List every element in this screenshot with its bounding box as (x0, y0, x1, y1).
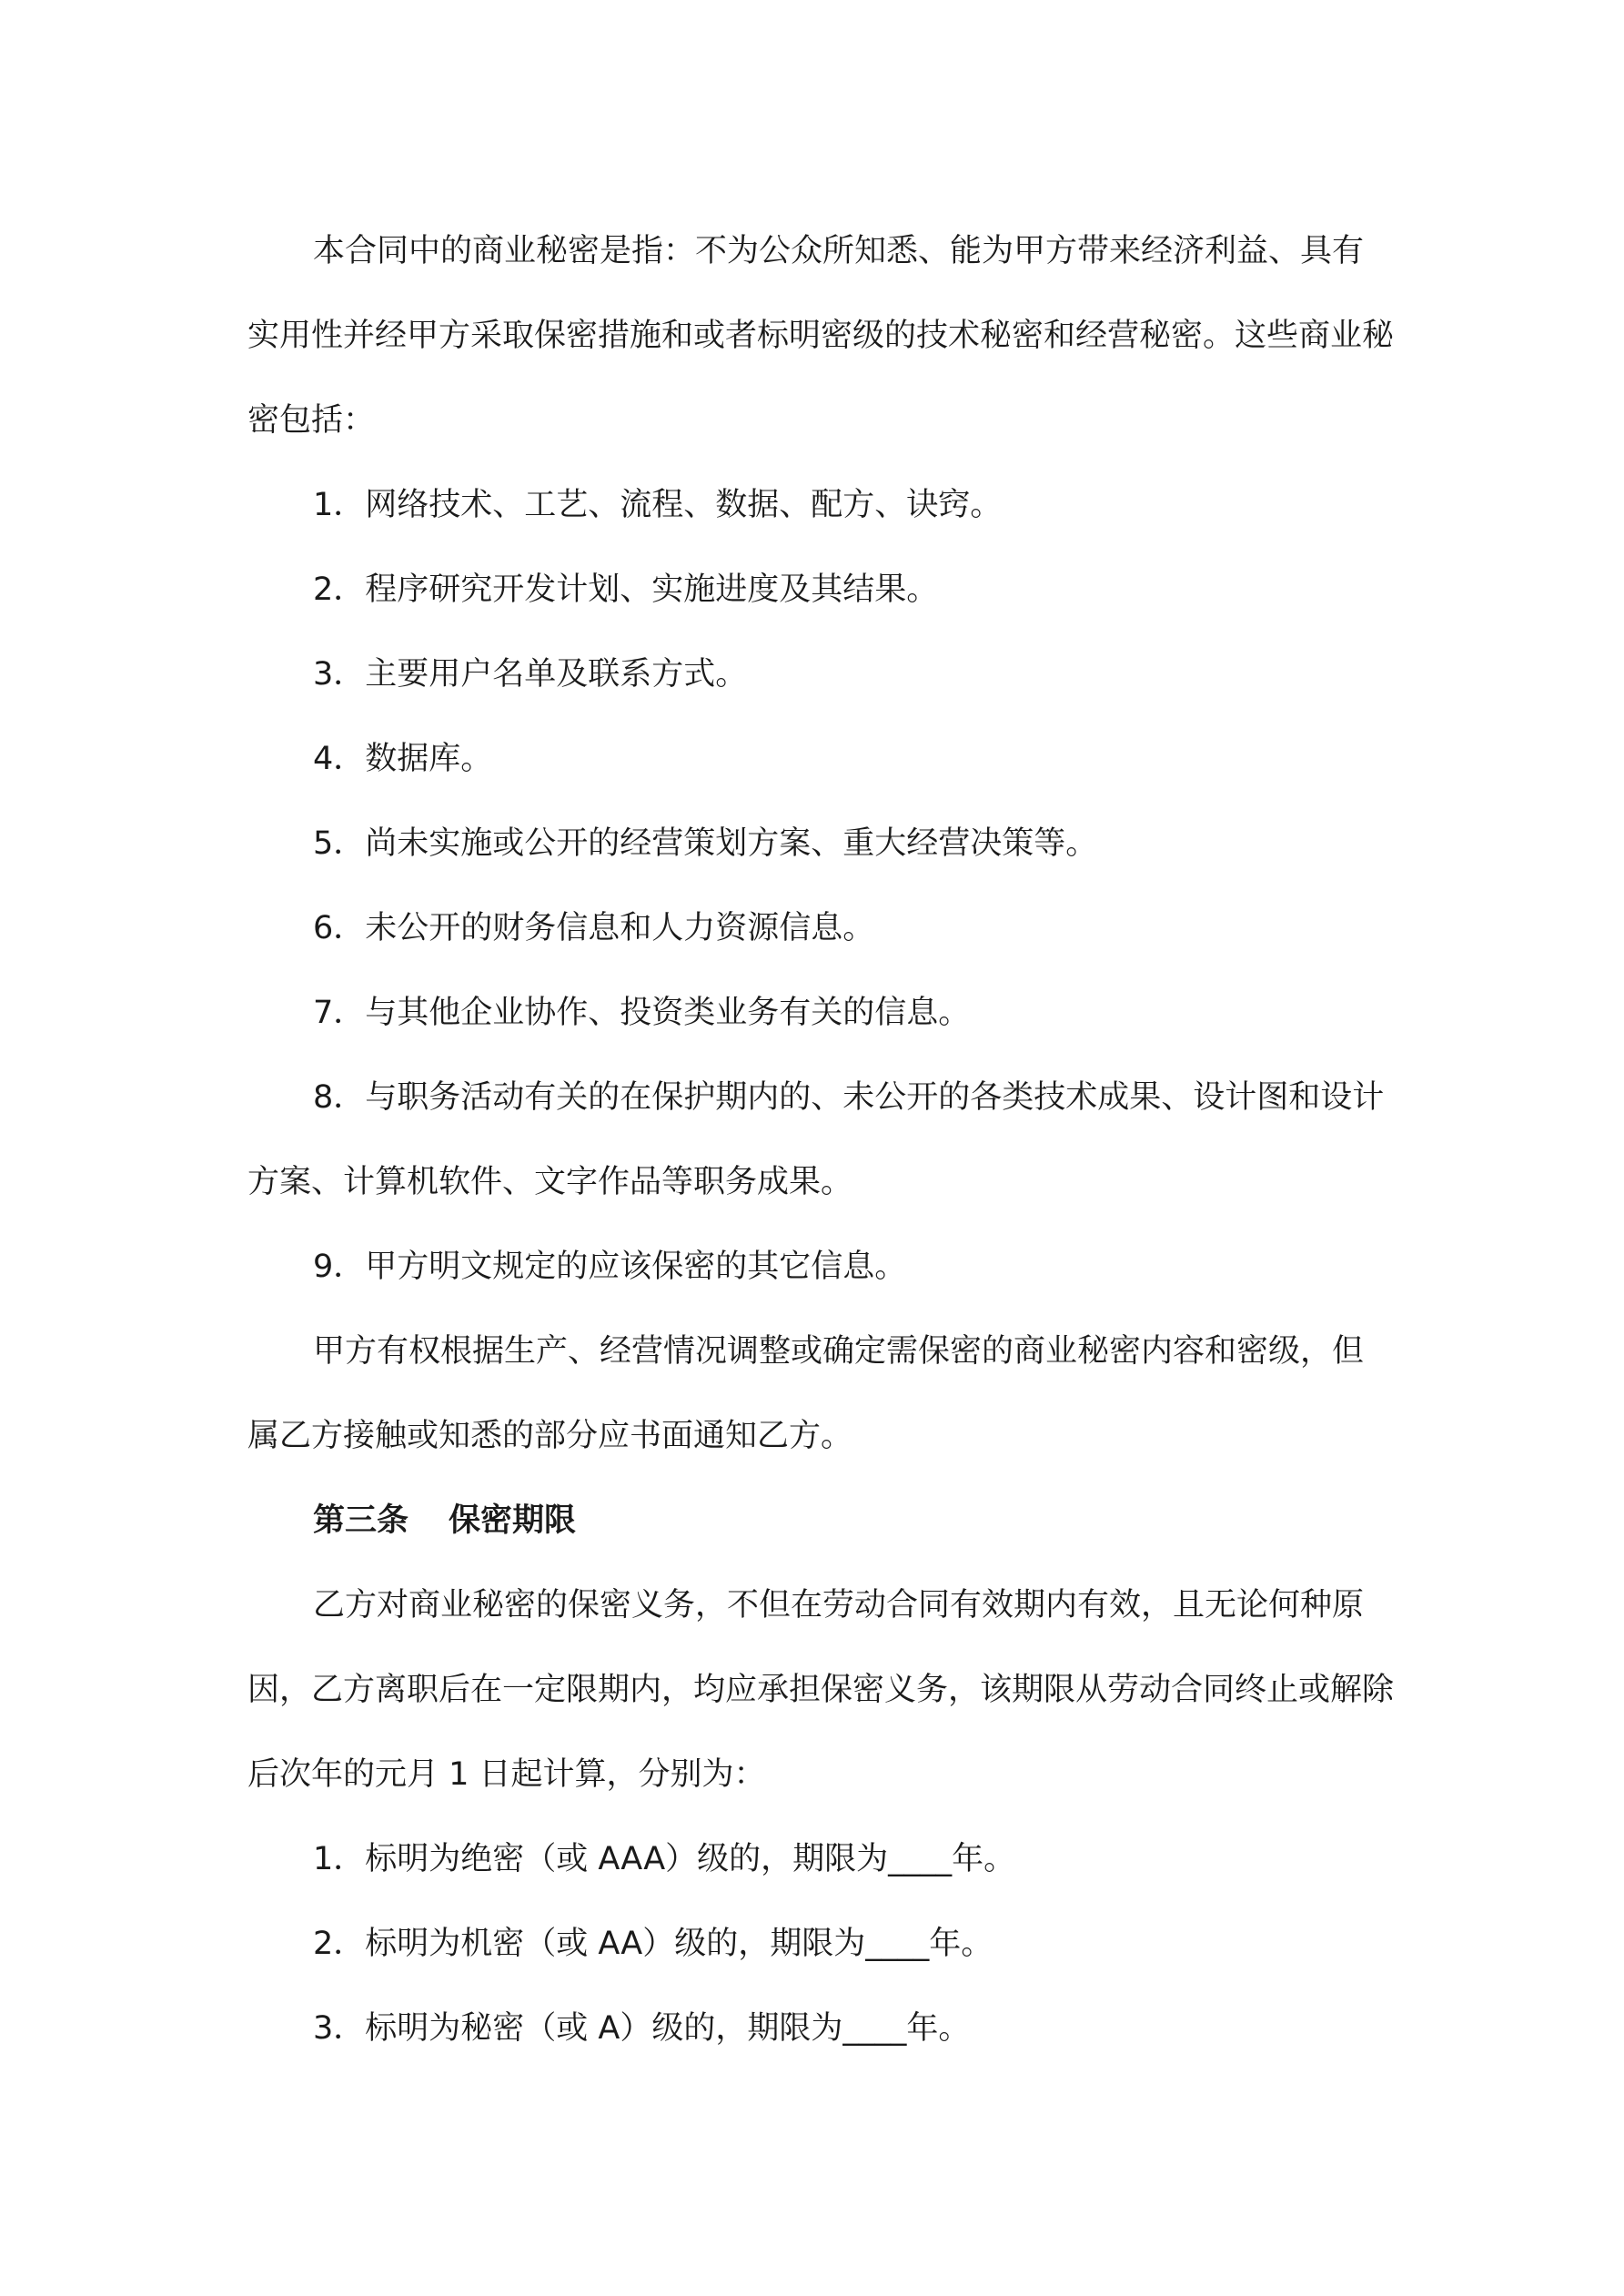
paragraph-adjustment-rights: 甲方有权根据生产、经营情况调整或确定需保密的商业秘密内容和密级，但属乙方接触或知悉的部分应书面通知乙方。 (247, 1333, 1365, 1454)
list-item: 1．标明为绝密（或 AAA）级的，期限为____年。 (313, 1841, 1016, 1877)
section-number: 第三条 (313, 1502, 409, 1539)
paragraph-confidentiality-duration: 乙方对商业秘密的保密义务，不但在劳动合同有效期内有效，且无论何种原因，乙方离职后在一定限期内，均应承担保密义务，该期限从劳动合同终止或解除后次年的元月 1 日起计算，分别为： (247, 1587, 1395, 1793)
paragraph-trade-secret-definition: 本合同中的商业秘密是指：不为公众所知悉、能为甲方带来经济利益、具有实用性并经甲方采取保密措施和或者标明密级的技术秘密和经营秘密。这些商业秘密包括： (247, 233, 1395, 439)
document-page (247, 209, 1394, 2071)
list-item: 3．标明为秘密（或 A）级的，期限为____年。 (313, 2010, 971, 2047)
list-item: 8．与职务活动有关的在保护期内的、未公开的各类技术成果、设计图和设计方案、计算机软件、文字作品等职务成果。 (247, 1079, 1385, 1200)
list-item: 9．甲方明文规定的应该保密的其它信息。 (313, 1249, 907, 1285)
list-item: 3．主要用户名单及联系方式。 (313, 656, 748, 693)
list-item: 5．尚未实施或公开的经营策划方案、重大经营决策等。 (313, 825, 1098, 862)
list-item: 2．程序研究开发计划、实施进度及其结果。 (313, 571, 939, 608)
list-item: 7．与其他企业协作、投资类业务有关的信息。 (313, 995, 971, 1031)
section-title: 保密期限 (449, 1502, 577, 1539)
list-item: 4．数据库。 (313, 741, 493, 777)
list-item: 1．网络技术、工艺、流程、数据、配方、诀窍。 (313, 487, 1003, 523)
section-heading (247, 1479, 1394, 1563)
list-item: 2．标明为机密（或 AA）级的，期限为____年。 (313, 1926, 994, 1962)
list-item: 6．未公开的财务信息和人力资源信息。 (313, 910, 875, 946)
